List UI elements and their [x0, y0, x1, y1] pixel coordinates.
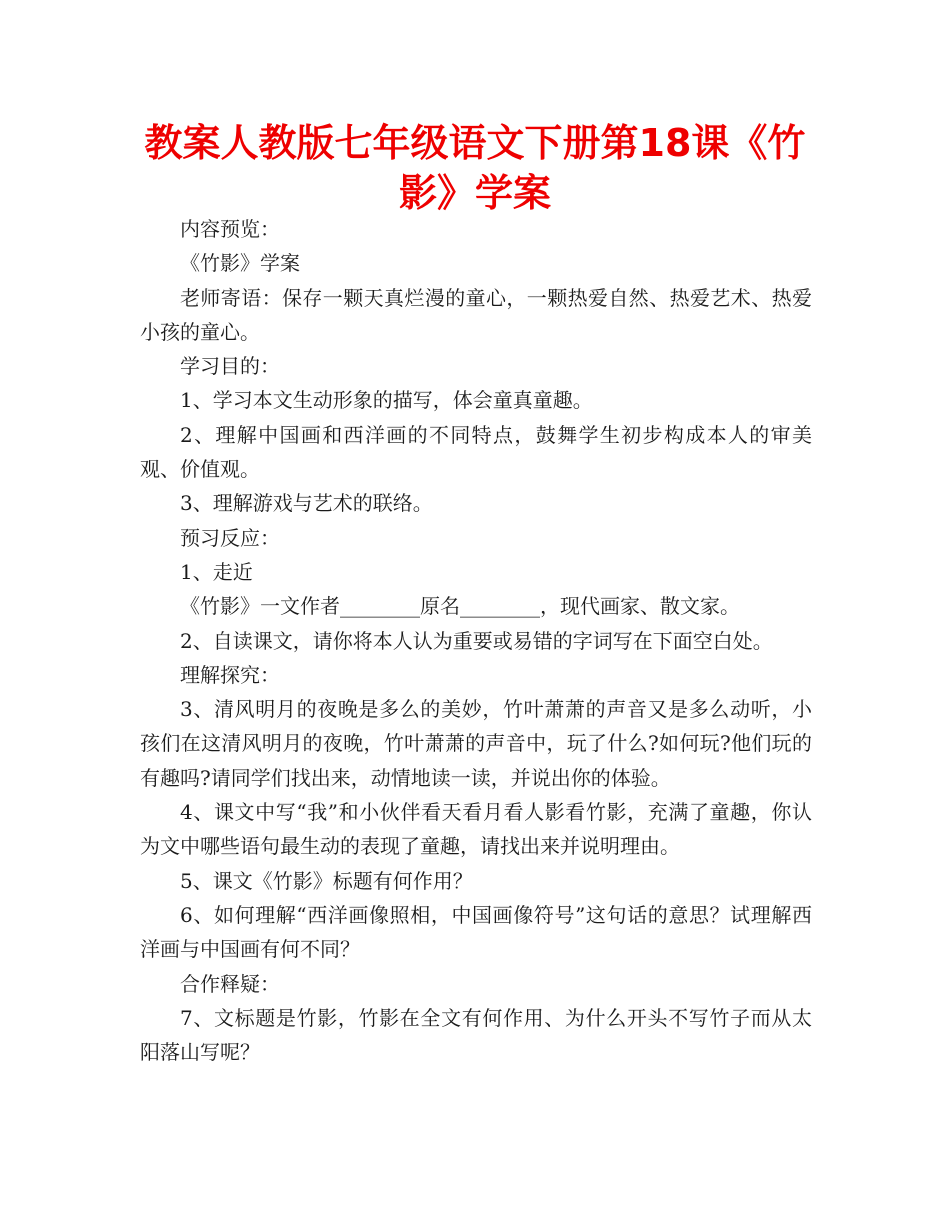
question-item: 4、课文中写“我”和小伙伴看天看月看人影看竹影，充满了童趣，你认为文中哪些语句最生动的表现了童趣，请找出来并说明理由。	[140, 800, 812, 859]
question-item: 7、文标题是竹影，竹影在全文有何作用、为什么开头不写竹子而从太阳落山写呢？	[140, 1005, 812, 1065]
section-label-cooperation: 合作释疑：	[180, 971, 280, 996]
title-line-1: 教案人教版七年级语文下册第18课《竹	[144, 121, 806, 165]
section-label-inquiry: 理解探究：	[180, 662, 280, 687]
question-item: 2、自读课文，请你将本人认为重要或易错的字词写在下面空白处。	[180, 628, 773, 653]
section-label-objectives: 学习目的：	[180, 354, 280, 379]
document-body	[140, 212, 812, 1069]
title-line-2: 影》学案	[398, 171, 551, 215]
question-item: 5、课文《竹影》标题有何作用？	[180, 868, 473, 893]
question-item: 1、走近	[180, 559, 253, 584]
teacher-message: 老师寄语：保存一颗天真烂漫的童心，一颗热爱自然、热爱艺术、热爱小孩的童心。	[140, 285, 812, 344]
fill-blank-line: 《竹影》一文作者________原名________，现代画家、散文家。	[180, 594, 740, 619]
objective-item: 2、理解中国画和西洋画的不同特点，鼓舞学生初步构成本人的审美观、价值观。	[140, 422, 812, 482]
subtitle: 《竹影》学案	[180, 251, 300, 276]
objective-item: 1、学习本文生动形象的描写，体会童真童趣。	[180, 388, 593, 413]
section-label-preview-feedback: 预习反应：	[180, 525, 280, 550]
objective-item: 3、理解游戏与艺术的联络。	[180, 491, 433, 516]
section-label-preview: 内容预览：	[180, 217, 280, 241]
document-title	[0, 118, 950, 218]
question-item: 3、清风明月的夜晚是多么的美妙，竹叶萧萧的声音又是多么动听，小孩们在这清风明月的夜晚，竹叶萧萧的声音中，玩了什么?如何玩?他们玩的有趣吗?请同学们找出来，动情地读一读，并说出你的体验。	[140, 697, 812, 790]
question-item: 6、如何理解“西洋画像照相，中国画像符号”这句话的意思？试理解西洋画与中国画有何不同？	[140, 902, 812, 962]
